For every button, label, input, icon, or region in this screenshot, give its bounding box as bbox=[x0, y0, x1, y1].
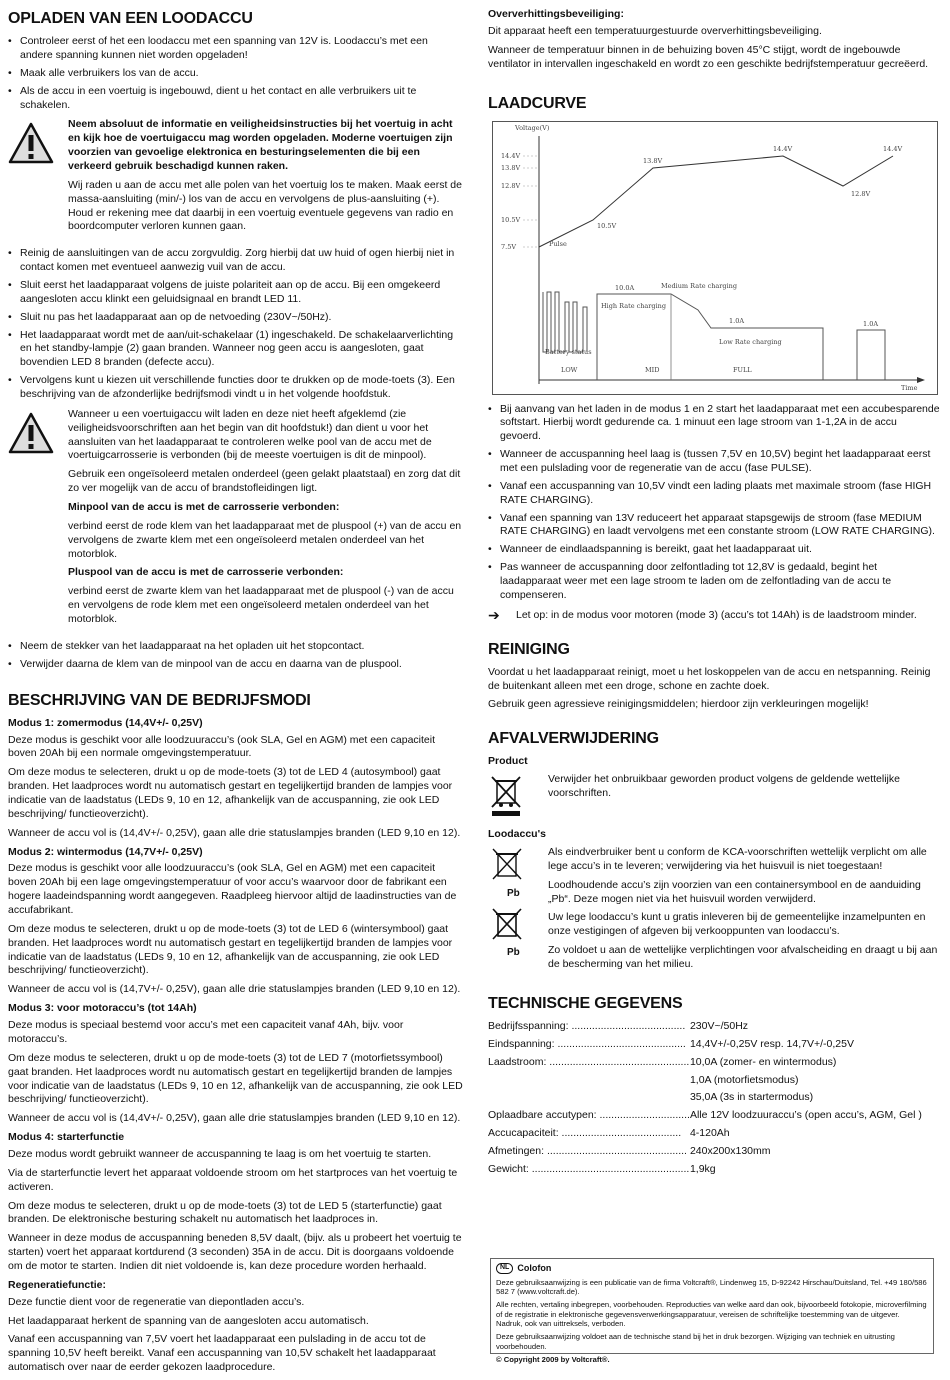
paragraph: Via de starterfunctie levert het apparaat voldoende stroom om het startproces van het voertuig te activeren. bbox=[8, 1166, 458, 1193]
colofon-title: Colofon bbox=[517, 1263, 552, 1273]
current-label: 1.0A bbox=[863, 319, 879, 328]
warning-text: Wij raden u aan de accu met alle polen van het voertuig los te maken. Maak eerst de massa-aansluiting (min/-) los van de accu en vervolgens de plus-aansluiting (+). Houd er rekening mee dat daarbij in een voertuig eventuele gegevens van radio en boordcomputer verloren kunnen gaan. bbox=[68, 178, 462, 233]
status-label-low: LOW bbox=[561, 365, 578, 374]
paragraph: Uw lege loodaccu’s kunt u gratis inleveren bij de gemeentelijke inzamelpunten en onze vestigingen of afgeven bij verkooppunten van loodaccu’s. bbox=[548, 911, 926, 938]
table-row bbox=[488, 1091, 922, 1109]
phase-label-pulse: Pulse bbox=[549, 239, 567, 248]
charge-curve-chart bbox=[492, 121, 938, 395]
note-text: Let op: in de modus voor motoren (mode 3) (accu’s tot 14Ah) is de laadstroom minder. bbox=[516, 608, 917, 621]
phase-label-medium-rate bbox=[661, 282, 737, 290]
warning-triangle-icon bbox=[8, 118, 68, 239]
mode4-title: Modus 4: starterfunctie bbox=[8, 1131, 125, 1144]
table-row bbox=[488, 1020, 922, 1038]
paragraph: Om deze modus te selecteren, drukt u op de mode-toets (3) tot de LED 5 (starterfunctie) gaat branden. De elektronische besturing schakelt nu automatisch het laadproces in. bbox=[8, 1199, 442, 1226]
phase-label-high-rate bbox=[601, 302, 666, 310]
paragraph: Om deze modus te selecteren, drukt u op de mode-toets (3) tot de LED 6 (wintersymbool) gaat branden. Het laadproces wordt nu automatisch gestart en tegelijkertijd branden de lampjes voor indicatie van de laadstatus (LEDs 9, 10 en 12, afhankelijk van de accuspanning, zie ook LED beschrijving/ functieoverzicht). bbox=[8, 922, 453, 977]
product-text: Verwijder het onbruikbaar geworden product volgens de geldende wettelijke voorschriften. bbox=[548, 773, 900, 800]
voltage-curve bbox=[539, 156, 893, 247]
curve-point-label: 10.5V bbox=[597, 221, 617, 230]
colofon-text: Deze gebruiksaanwijzing is een publicatie van de firma Voltcraft®, Lindenweg 15, D-92242 Hirschau/Duitsland, Tel. +49 180/586 582 7 (www.voltcraft.de). bbox=[496, 1277, 927, 1297]
phase-label-battery-status: Battery status bbox=[545, 347, 592, 356]
list-item: • Bij aanvang van het laden in de modus 1 en 2 start het laadapparaat met een accubesparende softstart. Hierbij wordt gedurende ca. 1 minuut een lage stroom van 1-1,2A in de accu gevoerd. bbox=[488, 403, 940, 445]
colofon-text: Alle rechten, vertaling inbegrepen, voorbehouden. Reproducties van welke aard dan ook, bijvoorbeeld fotokopie, microverfilming of de registratie in elektronische gegevensverwerkingsapparatuur, vereisen de schriftelijke toestemming van de uitgever. Nadruk, ook van uittreksels, verboden. bbox=[496, 1299, 927, 1329]
product-disposal bbox=[488, 773, 940, 822]
spec-key: Accucapaciteit: ......................................... bbox=[488, 1127, 682, 1140]
list-item: • Wanneer de accuspanning heel laag is (tussen 7,5V en 10,5V) begint het laadapparaat eerst met een pulslading voor de regeneratie van de accu (fase PULSE). bbox=[488, 448, 940, 476]
list-item: • Wanneer de eindlaadspanning is bereikt, gaat het laadapparaat uit. bbox=[488, 543, 940, 557]
warning-triangle-icon bbox=[8, 408, 68, 632]
minpool-text: verbind eerst de rode klem van het laadapparaat met de pluspool (+) van de accu en vervolgens de zwarte klem met een ongeïsoleerd metalen onderdeel van het motorblok. bbox=[68, 519, 462, 560]
motor-mode-note bbox=[488, 606, 940, 623]
x-axis-arrow bbox=[917, 377, 925, 383]
battery-title: Loodaccu's bbox=[488, 828, 546, 841]
curve-point-label: 13.8V bbox=[643, 156, 663, 165]
curve-point-label: 12.8V bbox=[851, 189, 871, 198]
phase-label-high-rate-text: High Rate charging bbox=[601, 301, 666, 310]
colofon-text: Deze gebruiksaanwijzing voldoet aan de technische stand bij het in druk bezorgen. Wijziging van techniek en uitrusting voorbehouden. bbox=[496, 1332, 895, 1351]
spec-value: Alle 12V loodzuuraccu’s (open accu’s, AGM, Gel ) bbox=[689, 1109, 922, 1122]
paragraph: Om deze modus te selecteren, drukt u op de mode-toets (3) tot de LED 4 (autosymbool) gaat branden. Het laadproces wordt nu automatisch gestart en tegelijkertijd branden de lampjes voor indicatie van de laadstatus (LEDs 9, 10 en 12, afhankelijk van de accuspanning, zie ook LED beschrijving/ functieoverzicht). bbox=[8, 766, 453, 820]
regen-title: Regeneratiefunctie: bbox=[8, 1278, 107, 1291]
spec-value: 10,0A (zomer- en wintermodus) bbox=[689, 1055, 837, 1068]
charging-checklist bbox=[8, 35, 463, 112]
spec-value: 230V~/50Hz bbox=[689, 1019, 749, 1032]
y-axis-label: Voltage(V) bbox=[515, 123, 550, 132]
status-label-mid: MID bbox=[645, 365, 660, 374]
specs-table bbox=[488, 1020, 922, 1181]
y-tick-label: 14.4V bbox=[501, 151, 521, 160]
spec-key: Bedrijfsspanning: ....................................... bbox=[488, 1019, 686, 1032]
curve-point-label: 14.4V bbox=[773, 144, 793, 153]
list-item: • Maak alle verbruikers los van de accu. bbox=[8, 67, 463, 81]
overheat-title: Oververhittingsbeveiliging: bbox=[488, 8, 624, 20]
section-title-curve: LAADCURVE bbox=[488, 95, 587, 113]
paragraph: Deze functie dient voor de regeneratie van diepontladen accu’s. bbox=[8, 1295, 305, 1308]
paragraph: Vanaf een accuspanning van 7,5V voert het laadapparaat een pulslading in de accu tot de spanning 10,5V heeft bereikt. Vanaf een accuspanning van 10,5V schakelt het laadapparaat automatisch over naar de eerder gekozen laadprocedure. bbox=[8, 1333, 436, 1374]
spec-key: Oplaadbare accutypen: ............................... bbox=[488, 1109, 690, 1122]
paragraph: Om deze modus te selecteren, drukt u op de mode-toets (3) tot de LED 7 (motorfietssymbool) gaat branden. Het laadproces wordt nu automatisch gestart en tegelijkertijd branden de lampjes voor indicatie van de laadstatus (LEDs 9, 10 en 12, afhankelijk van de accuspanning, zie ook LED beschrijving/ functieoverzicht). bbox=[8, 1051, 463, 1106]
spec-value: 1,0A (motorfietsmodus) bbox=[689, 1073, 799, 1086]
spec-value: 35,0A (3s in startermodus) bbox=[689, 1091, 814, 1104]
paragraph: Voordat u het laadapparaat reinigt, moet u het loskoppelen van de accu en netspanning. Reinig de buitenkant alleen met een droge, schone en zachte doek. bbox=[488, 665, 931, 692]
list-item: • Vanaf een accuspanning van 10,5V vindt een lading plaats met maximale stroom (fase HIGH RATE CHARGING). bbox=[488, 480, 940, 508]
table-row bbox=[488, 1038, 922, 1056]
table-row bbox=[488, 1056, 922, 1074]
y-tick-label: 7.5V bbox=[501, 242, 517, 251]
list-item: • Neem de stekker van het laadapparaat na het opladen uit het stopcontact. bbox=[8, 640, 463, 654]
x-axis-label: Time bbox=[901, 383, 918, 392]
recharge-pulse bbox=[857, 330, 885, 380]
spec-key: Gewicht: ...................................................... bbox=[488, 1162, 690, 1175]
list-item: • Pas wanneer de accuspanning door zelfontlading tot 12,8V is gedaald, begint het laadapparaat weer met een lage stroom te laden om de zelfontlading van de accu te compenseren. bbox=[488, 561, 940, 603]
paragraph: Deze modus is geschikt voor alle loodzuuraccu’s (ook SLA, Gel en AGM) met een capaciteit boven 20Ah bij een normale omgevingstemperatuur. bbox=[8, 733, 436, 760]
left-column bbox=[8, 0, 463, 1380]
pluspool-text: verbind eerst de zwarte klem van het laadapparaat met de pluspool (-) van de accu en vervolgens de rode klem met een ongeïsoleerd metalen onderdeel van het motorblok. bbox=[68, 585, 454, 626]
copyright: © Copyright 2009 by Voltcraft®. bbox=[496, 1354, 610, 1364]
phase-label-medium-rate-text: Medium Rate charging bbox=[661, 281, 737, 290]
list-item: • Het laadapparaat wordt met de aan/uit-schakelaar (1) ingeschakeld. De schakelaarverlichting en het standby-lampje (2) gaan branden. Wanneer nog geen accu is aangesloten, gaat bovendien LED 8 branden (defecte accu). bbox=[8, 329, 463, 371]
colofon bbox=[490, 1258, 934, 1364]
charge-curve-notes bbox=[488, 403, 940, 603]
warning-text: Gebruik een ongeïsoleerd metalen onderdeel (geen gelakt plaatstaal) en zorg dat dit zo ver mogelijk van de accu of brandstofleidingen ligt. bbox=[68, 468, 461, 495]
paragraph: Wanneer de temperatuur binnen in de behuizing boven 45°C stijgt, wordt de ingebouwde ventilator in intervallen ingeschakeld en wordt zo een geschikte bedrijfstemperatuur gecreëerd. bbox=[488, 43, 929, 70]
table-row bbox=[488, 1109, 922, 1127]
battery-disposal bbox=[488, 846, 940, 977]
list-item: • Als de accu in een voertuig is ingebouwd, dient u het contact en alle verbruikers uit te schakelen. bbox=[8, 85, 463, 113]
list-item: • Reinig de aansluitingen van de accu zorgvuldig. Zorg hierbij dat uw huid of ogen hierbij niet in contact komen met eventueel aanwezig vuil van de accu. bbox=[8, 247, 463, 275]
spec-key: Afmetingen: ................................................ bbox=[488, 1144, 687, 1157]
paragraph: Wanneer de accu vol is (14,4V+/- 0,25V), gaan alle drie statuslampjes branden (LED 9,10 en 12). bbox=[8, 826, 461, 839]
current-label: 10.0A bbox=[615, 283, 635, 292]
pb-label: Pb bbox=[507, 947, 520, 958]
mode1-title: Modus 1: zomermodus (14,4V+/- 0,25V) bbox=[8, 716, 203, 729]
minpool-title: Minpool van de accu is met de carrosserie verbonden: bbox=[68, 501, 340, 514]
paragraph: Wanneer de accu vol is (14,7V+/- 0,25V), gaan alle drie statuslampjes branden (LED 9,10 en 12). bbox=[8, 983, 461, 996]
table-row bbox=[488, 1145, 922, 1163]
paragraph: Zo voldoet u aan de wettelijke verplichtingen voor afvalscheiding en draagt u bij aan de bescherming van het milieu. bbox=[548, 944, 938, 970]
paragraph: Als eindverbruiker bent u conform de KCA-voorschriften wettelijk verplicht om alle lege accu’s in te leveren; verwijdering via het huisvuil is niet toegestaan! bbox=[548, 845, 927, 872]
y-tick-label: 13.8V bbox=[501, 163, 521, 172]
spec-key bbox=[488, 1091, 690, 1109]
spec-value: 240x200x130mm bbox=[689, 1144, 771, 1157]
paragraph: Dit apparaat heeft een temperatuurgestuurde oververhittingsbeveiliging. bbox=[488, 24, 822, 37]
arrow-right-icon: ➔ bbox=[488, 606, 500, 623]
spec-key bbox=[488, 1074, 690, 1092]
list-item: • Vervolgens kunt u kiezen uit verschillende functies door te drukken op de mode-toets (3). Een beschrijving van de afzonderlijke bedrijfsmodi vindt u in het volgende hoofdstuk. bbox=[8, 374, 463, 402]
table-row bbox=[488, 1127, 922, 1145]
list-item: • Sluit eerst het laadapparaat volgens de juiste polariteit aan op de accu. Bij een omgekeerd aangesloten accu klinkt een geluidsignaal en brandt LED 11. bbox=[8, 279, 463, 307]
section-title-disposal: AFVALVERWIJDERING bbox=[488, 730, 659, 748]
spec-key: Laadstroom: ................................................ bbox=[488, 1055, 690, 1068]
paragraph: Het laadapparaat herkent de spanning van de aangesloten accu automatisch. bbox=[8, 1314, 369, 1327]
current-label: 1.0A bbox=[729, 316, 745, 325]
right-column bbox=[488, 0, 940, 1181]
product-title: Product bbox=[488, 755, 528, 768]
spec-value: 14,4V+/-0,25V resp. 14,7V+/-0,25V bbox=[689, 1037, 854, 1050]
warning-bold-text: Neem absoluut de informatie en veiligheidsinstructies bij het voertuig in acht en kijk hoe de voertuigaccu mag worden opgeladen. Moderne voertuigen zijn voorzien van gevoelige elektronica en besturingselementen die bij een verkeerd gebruik beschadigd kunnen raken. bbox=[68, 118, 453, 172]
phase-label-low-rate: Low Rate charging bbox=[719, 337, 782, 346]
language-badge: NL bbox=[496, 1263, 513, 1274]
status-label-full: FULL bbox=[733, 365, 752, 374]
paragraph: Deze modus is speciaal bestemd voor accu’s met een capaciteit vanaf 4Ah, bijv. voor motoraccu’s. bbox=[8, 1019, 404, 1045]
spec-key: Eindspanning: ............................................ bbox=[488, 1037, 686, 1050]
warning-block-1 bbox=[8, 118, 463, 239]
mode3-title: Modus 3: voor motoraccu’s (tot 14Ah) bbox=[8, 1002, 197, 1015]
y-tick-label: 10.5V bbox=[501, 215, 521, 224]
pluspool-title: Pluspool van de accu is met de carrosserie verbonden: bbox=[68, 566, 344, 579]
paragraph: Loodhoudende accu’s zijn voorzien van een containersymbool en de aanduiding „Pb“. Deze mogen niet via het huisvuil worden verwijderd. bbox=[548, 878, 921, 905]
section-title-cleaning: REINIGING bbox=[488, 640, 570, 658]
paragraph: Deze modus wordt gebruikt wanneer de accuspanning te laag is om het voertuig te starten. bbox=[8, 1147, 432, 1160]
list-item: • Sluit nu pas het laadapparaat aan op de netvoeding (230V~/50Hz). bbox=[8, 311, 463, 325]
spec-value: 4-120Ah bbox=[689, 1127, 730, 1140]
spec-value: 1,9kg bbox=[689, 1162, 716, 1175]
paragraph: Wanneer in deze modus de accuspanning beneden 8,5V daalt, (bijv. als u probeert het voertuig te starten) voert het apparaat kortdurend (3 seconden) 35A in de accu. Dit is doorgaans voldoende om de motor te starten. Indien dit niet voldoende is, kan deze procedure worden herhaald. bbox=[8, 1232, 462, 1272]
curve-point-label: 14.4V bbox=[883, 144, 903, 153]
warning-text: Wanneer u een voertuigaccu wilt laden en deze niet heeft afgeklemd (zie veiligheidsvoorschriften aan het begin van dit hoofdstuk!) dan dient u voor het aansluiten van het laadapparaat te controleren welke pool van de accu met de voertuigcarrosserie is verbonden (bij de meeste voertuigen is dit de minpool). bbox=[68, 407, 432, 462]
list-item: • Controleer eerst of het een loodaccu met een spanning van 12V is. Loodaccu’s met een andere spanning kunnen niet worden opgeladen! bbox=[8, 35, 463, 63]
paragraph: Deze modus is geschikt voor alle loodzuuraccu’s (ook SLA, Gel en AGM) met een capaciteit boven 20Ah bij een lage omgevingstemperatuur of voor accu’s waarvoor door de fabrikant een hogere laadeindspanning wordt aangegeven. Raadpleeg hiervoor altijd de laadinstructies van de accufabrikant. bbox=[8, 862, 457, 917]
list-item: • Vanaf een spanning van 13V reduceert het apparaat stapsgewijs de stroom (fase MEDIUM RATE CHARGING) en laadt vervolgens met een constante stroom (LOW RATE CHARGING). bbox=[488, 512, 940, 540]
table-row bbox=[488, 1163, 922, 1181]
disconnect-steps bbox=[8, 640, 463, 672]
connection-steps bbox=[8, 247, 463, 402]
crossed-bin-icon bbox=[488, 773, 548, 822]
section-title-charging: OPLADEN VAN EEN LOODACCU bbox=[8, 10, 253, 27]
section-title-modes: BESCHRIJVING VAN DE BEDRIJFSMODI bbox=[8, 691, 311, 709]
y-tick-label: 12.8V bbox=[501, 181, 521, 190]
mode2-title: Modus 2: wintermodus (14,7V+/- 0,25V) bbox=[8, 845, 203, 858]
section-title-specs: TECHNISCHE GEGEVENS bbox=[488, 994, 683, 1012]
warning-block-2 bbox=[8, 408, 463, 632]
pulse-train bbox=[543, 292, 587, 352]
list-item: • Verwijder daarna de klem van de minpool van de accu en daarna van de pluspool. bbox=[8, 658, 463, 672]
table-row bbox=[488, 1074, 922, 1092]
paragraph: Wanneer de accu vol is (14,4V+/- 0,25V), gaan alle drie statuslampjes branden (LED 9,10 en 12). bbox=[8, 1112, 461, 1125]
paragraph: Gebruik geen agressieve reinigingsmiddelen; hierdoor zijn verkleuringen mogelijk! bbox=[488, 698, 869, 711]
pb-label: Pb bbox=[507, 888, 520, 899]
